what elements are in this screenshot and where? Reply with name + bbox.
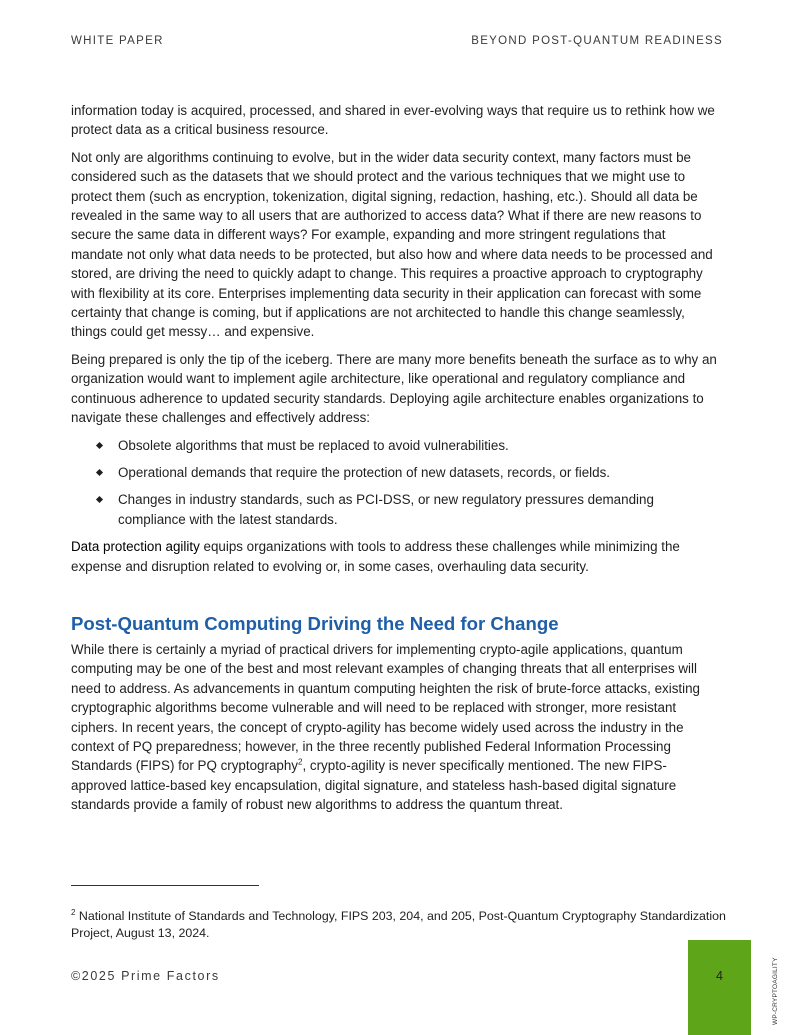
diamond-bullet-icon (96, 441, 103, 448)
footnote-text: National Institute of Standards and Technology, FIPS 203, 204, and 205, Post-Quantum Cryptography Standardization Project, August 13, 2024. (71, 909, 726, 940)
document-code: WP-CRYPTOAGILITY (772, 957, 779, 1025)
list-item (71, 490, 721, 529)
paragraph-3: Being prepared is only the tip of the iceberg. There are many more benefits beneath the surface as to why an organization would want to implement agile architecture, like operational and regulatory compliance and continuous adherence to updated security standards. Deploying agile architecture enables organizations to navigate these challenges and effectively address: (71, 351, 717, 426)
paragraph-1: information today is acquired, processed, and shared in ever-evolving ways that require us to rethink how we protect data as a critical business resource. (71, 103, 715, 138)
list-item (71, 436, 721, 455)
data-protection-agility-link[interactable]: Data protection agility (71, 539, 200, 555)
bullet-text: Changes in industry standards, such as PCI-DSS, or new regulatory pressures demanding compliance with the latest standards. (118, 492, 654, 527)
diamond-bullet-icon (96, 496, 103, 503)
paragraph-5-end: , crypto-agility is never specifically mentioned. The new FIPS-approved lattice-based key encapsulation, digital signature, and stateless hash-based digital signature standards provide a family of robust new algorithms to address the quantum threat. (71, 758, 677, 813)
footnote-marker: 2 (71, 907, 76, 917)
paragraph-2: Not only are algorithms continuing to evolve, but in the wider data security context, many factors must be considered such as the datasets that we should protect and the various techniques that we might use to protect them (such as encryption, tokenization, digital signing, redaction, hashing, etc.). Should all data be revealed in the same way to all users that are authorized to access data? What if there are new reasons to secure the same data in different ways? For example, expanding and more stringent regulations that mandate not only what data needs to be protected, but also how and where data needs to be processed and stored, are driving the need to quickly adapt to change. This requires a proactive approach to cryptography with flexibility at its core. Enterprises implementing data security in their application can forecast with some certainty that change is coming, but if applications are not architected to handle this change seamlessly, things could get messy… and expensive. (71, 149, 713, 340)
footnote (71, 908, 731, 942)
bullet-list (71, 436, 721, 530)
bullet-text: Obsolete algorithms that must be replaced to avoid vulnerabilities. (118, 437, 509, 453)
page-number-tab (688, 940, 751, 1035)
section-heading: Post-Quantum Computing Driving the Need for Change (71, 612, 559, 634)
list-item (71, 463, 721, 482)
footnote-divider (71, 885, 259, 886)
header-left-title: WHITE PAPER (71, 35, 164, 47)
header-right-title: BEYOND POST-QUANTUM READINESS (471, 35, 723, 47)
paragraph-4-rest: equips organizations with tools to address these challenges while minimizing the expense and disruption related to evolving or, in some cases, overhauling data security. (71, 539, 680, 574)
copyright: ©2025 Prime Factors (71, 969, 220, 983)
page-number: 4 (716, 969, 723, 983)
paragraph-5-start: While there is certainly a myriad of practical drivers for implementing crypto-agile applications, quantum computing may be one of the best and most relevant examples of changing threats that all enterprises will need to address. As advancements in quantum computing heighten the risk of brute-force attacks, existing cryptographic algorithms become vulnerable and will need to be replaced with stronger, more resistant ciphers. In recent years, the concept of crypto-agility has become widely used across the industry in the context of PQ preparedness; however, in the three recently published Federal Information Processing Standards (FIPS) for PQ cryptography (71, 641, 700, 774)
diamond-bullet-icon (96, 469, 103, 476)
paragraph-4 (71, 537, 721, 576)
footnote-reference[interactable]: 2 (298, 757, 303, 767)
document-body (71, 101, 721, 823)
bullet-text: Operational demands that require the protection of new datasets, records, or fields. (118, 464, 611, 480)
paragraph-5 (71, 640, 721, 815)
